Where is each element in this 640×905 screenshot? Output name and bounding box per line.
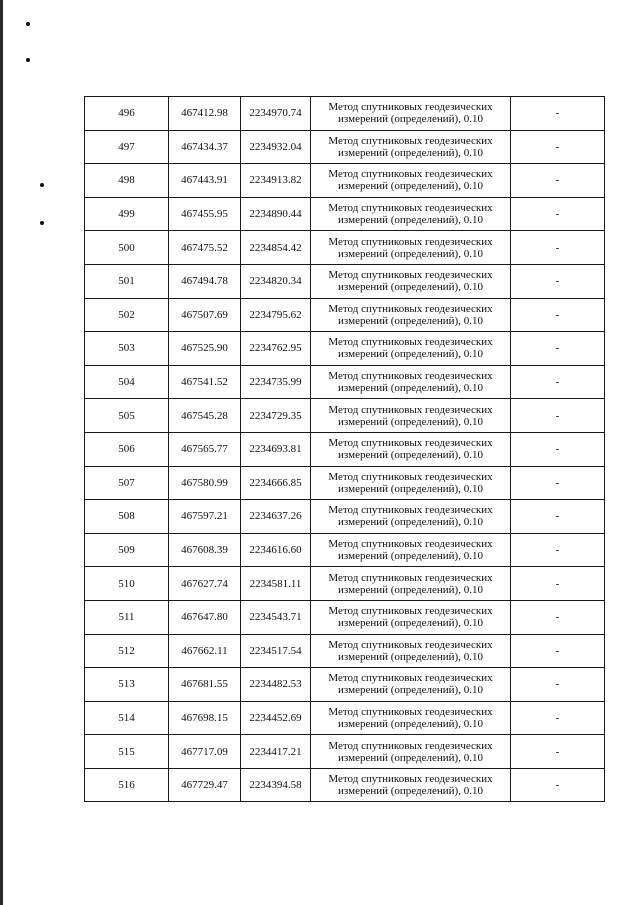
method-text-line: Метод спутниковых геодезических <box>328 134 493 147</box>
table-row <box>85 567 605 601</box>
method-cell <box>311 97 511 131</box>
method-text-line: измерений (определений), 0.10 <box>338 214 483 227</box>
point-number-cell: 501 <box>85 264 169 298</box>
scan-speck <box>40 221 44 225</box>
y-coordinate-cell: 2234693.81 <box>241 432 311 466</box>
point-number-cell: 513 <box>85 668 169 702</box>
point-number-cell: 504 <box>85 365 169 399</box>
method-cell <box>311 567 511 601</box>
method-cell <box>311 533 511 567</box>
y-coordinate-cell: 2234795.62 <box>241 298 311 332</box>
y-coordinate-cell: 2234970.74 <box>241 97 311 131</box>
x-coordinate-cell: 467608.39 <box>169 533 241 567</box>
method-cell <box>311 768 511 802</box>
method-text-line: Метод спутниковых геодезических <box>328 538 493 551</box>
y-coordinate-cell: 2234616.60 <box>241 533 311 567</box>
accuracy-cell: - <box>511 399 605 433</box>
method-text-line: Метод спутниковых геодезических <box>328 571 493 584</box>
table-row <box>85 332 605 366</box>
method-cell <box>311 130 511 164</box>
method-text-line: измерений (определений), 0.10 <box>338 617 483 630</box>
accuracy-cell: - <box>511 567 605 601</box>
coordinates-table <box>84 96 605 802</box>
method-text-line: Метод спутниковых геодезических <box>328 773 493 786</box>
accuracy-cell: - <box>511 600 605 634</box>
point-number-cell: 505 <box>85 399 169 433</box>
point-number-cell: 496 <box>85 97 169 131</box>
method-text-line: измерений (определений), 0.10 <box>338 751 483 764</box>
method-text-line: измерений (определений), 0.10 <box>338 180 483 193</box>
x-coordinate-cell: 467541.52 <box>169 365 241 399</box>
point-number-cell: 498 <box>85 164 169 198</box>
point-number-cell: 497 <box>85 130 169 164</box>
method-text-line: измерений (определений), 0.10 <box>338 382 483 395</box>
table-row <box>85 533 605 567</box>
accuracy-cell: - <box>511 332 605 366</box>
method-cell <box>311 735 511 769</box>
point-number-cell: 502 <box>85 298 169 332</box>
y-coordinate-cell: 2234452.69 <box>241 701 311 735</box>
y-coordinate-cell: 2234417.21 <box>241 735 311 769</box>
accuracy-cell: - <box>511 735 605 769</box>
y-coordinate-cell: 2234543.71 <box>241 600 311 634</box>
x-coordinate-cell: 467729.47 <box>169 768 241 802</box>
accuracy-cell: - <box>511 97 605 131</box>
table-row <box>85 466 605 500</box>
method-text-line: измерений (определений), 0.10 <box>338 415 483 428</box>
accuracy-cell: - <box>511 164 605 198</box>
method-cell <box>311 332 511 366</box>
point-number-cell: 510 <box>85 567 169 601</box>
method-text-line: Метод спутниковых геодезических <box>328 269 493 282</box>
table-row <box>85 197 605 231</box>
method-cell <box>311 197 511 231</box>
table-row <box>85 768 605 802</box>
point-number-cell: 516 <box>85 768 169 802</box>
y-coordinate-cell: 2234932.04 <box>241 130 311 164</box>
x-coordinate-cell: 467698.15 <box>169 701 241 735</box>
method-cell <box>311 231 511 265</box>
method-text-line: Метод спутниковых геодезических <box>328 336 493 349</box>
accuracy-cell: - <box>511 264 605 298</box>
method-cell <box>311 634 511 668</box>
y-coordinate-cell: 2234762.95 <box>241 332 311 366</box>
y-coordinate-cell: 2234637.26 <box>241 500 311 534</box>
point-number-cell: 511 <box>85 600 169 634</box>
method-text-line: измерений (определений), 0.10 <box>338 550 483 563</box>
method-text-line: Метод спутниковых геодезических <box>328 470 493 483</box>
method-text-line: Метод спутниковых геодезических <box>328 168 493 181</box>
y-coordinate-cell: 2234729.35 <box>241 399 311 433</box>
method-text-line: Метод спутниковых геодезических <box>328 705 493 718</box>
x-coordinate-cell: 467412.98 <box>169 97 241 131</box>
method-text-line: измерений (определений), 0.10 <box>338 281 483 294</box>
method-text-line: измерений (определений), 0.10 <box>338 717 483 730</box>
scan-left-edge <box>0 0 3 905</box>
table-row <box>85 500 605 534</box>
method-cell <box>311 399 511 433</box>
method-cell <box>311 298 511 332</box>
method-text-line: измерений (определений), 0.10 <box>338 583 483 596</box>
x-coordinate-cell: 467681.55 <box>169 668 241 702</box>
method-text-line: измерений (определений), 0.10 <box>338 113 483 126</box>
table-row <box>85 164 605 198</box>
x-coordinate-cell: 467434.37 <box>169 130 241 164</box>
method-text-line: измерений (определений), 0.10 <box>338 650 483 663</box>
y-coordinate-cell: 2234820.34 <box>241 264 311 298</box>
table-row <box>85 668 605 702</box>
accuracy-cell: - <box>511 130 605 164</box>
method-text-line: измерений (определений), 0.10 <box>338 314 483 327</box>
x-coordinate-cell: 467717.09 <box>169 735 241 769</box>
method-text-line: Метод спутниковых геодезических <box>328 235 493 248</box>
accuracy-cell: - <box>511 500 605 534</box>
method-cell <box>311 500 511 534</box>
point-number-cell: 512 <box>85 634 169 668</box>
accuracy-cell: - <box>511 197 605 231</box>
table-row <box>85 735 605 769</box>
accuracy-cell: - <box>511 298 605 332</box>
x-coordinate-cell: 467507.69 <box>169 298 241 332</box>
point-number-cell: 500 <box>85 231 169 265</box>
method-text-line: Метод спутниковых геодезических <box>328 437 493 450</box>
accuracy-cell: - <box>511 365 605 399</box>
y-coordinate-cell: 2234854.42 <box>241 231 311 265</box>
x-coordinate-cell: 467647.80 <box>169 600 241 634</box>
method-cell <box>311 466 511 500</box>
accuracy-cell: - <box>511 231 605 265</box>
point-number-cell: 509 <box>85 533 169 567</box>
table-row <box>85 634 605 668</box>
method-text-line: Метод спутниковых геодезических <box>328 739 493 752</box>
x-coordinate-cell: 467565.77 <box>169 432 241 466</box>
method-text-line: Метод спутниковых геодезических <box>328 101 493 114</box>
accuracy-cell: - <box>511 634 605 668</box>
point-number-cell: 499 <box>85 197 169 231</box>
point-number-cell: 506 <box>85 432 169 466</box>
method-text-line: Метод спутниковых геодезических <box>328 202 493 215</box>
method-cell <box>311 600 511 634</box>
method-cell <box>311 164 511 198</box>
point-number-cell: 508 <box>85 500 169 534</box>
table-row <box>85 600 605 634</box>
x-coordinate-cell: 467494.78 <box>169 264 241 298</box>
y-coordinate-cell: 2234666.85 <box>241 466 311 500</box>
y-coordinate-cell: 2234581.11 <box>241 567 311 601</box>
scan-speck <box>26 58 30 62</box>
method-text-line: Метод спутниковых геодезических <box>328 638 493 651</box>
x-coordinate-cell: 467597.21 <box>169 500 241 534</box>
x-coordinate-cell: 467545.28 <box>169 399 241 433</box>
y-coordinate-cell: 2234913.82 <box>241 164 311 198</box>
table-row <box>85 298 605 332</box>
method-text-line: Метод спутниковых геодезических <box>328 370 493 383</box>
point-number-cell: 507 <box>85 466 169 500</box>
point-number-cell: 515 <box>85 735 169 769</box>
accuracy-cell: - <box>511 533 605 567</box>
accuracy-cell: - <box>511 668 605 702</box>
point-number-cell: 514 <box>85 701 169 735</box>
method-text-line: Метод спутниковых геодезических <box>328 672 493 685</box>
table-row <box>85 432 605 466</box>
table-row <box>85 701 605 735</box>
method-cell <box>311 668 511 702</box>
table-row <box>85 365 605 399</box>
y-coordinate-cell: 2234394.58 <box>241 768 311 802</box>
method-text-line: измерений (определений), 0.10 <box>338 449 483 462</box>
method-text-line: измерений (определений), 0.10 <box>338 247 483 260</box>
method-text-line: Метод спутниковых геодезических <box>328 504 493 517</box>
x-coordinate-cell: 467662.11 <box>169 634 241 668</box>
method-text-line: измерений (определений), 0.10 <box>338 348 483 361</box>
table-row <box>85 97 605 131</box>
scan-speck <box>26 22 30 26</box>
x-coordinate-cell: 467627.74 <box>169 567 241 601</box>
table-row <box>85 130 605 164</box>
method-text-line: измерений (определений), 0.10 <box>338 146 483 159</box>
method-text-line: Метод спутниковых геодезических <box>328 302 493 315</box>
point-number-cell: 503 <box>85 332 169 366</box>
accuracy-cell: - <box>511 701 605 735</box>
y-coordinate-cell: 2234890.44 <box>241 197 311 231</box>
method-text-line: измерений (определений), 0.10 <box>338 516 483 529</box>
method-text-line: измерений (определений), 0.10 <box>338 785 483 798</box>
x-coordinate-cell: 467455.95 <box>169 197 241 231</box>
table-row <box>85 399 605 433</box>
method-text-line: Метод спутниковых геодезических <box>328 403 493 416</box>
x-coordinate-cell: 467475.52 <box>169 231 241 265</box>
coordinates-table-body <box>85 97 605 802</box>
scan-speck <box>40 183 44 187</box>
x-coordinate-cell: 467580.99 <box>169 466 241 500</box>
x-coordinate-cell: 467443.91 <box>169 164 241 198</box>
accuracy-cell: - <box>511 466 605 500</box>
method-cell <box>311 701 511 735</box>
method-text-line: Метод спутниковых геодезических <box>328 605 493 618</box>
y-coordinate-cell: 2234482.53 <box>241 668 311 702</box>
x-coordinate-cell: 467525.90 <box>169 332 241 366</box>
accuracy-cell: - <box>511 432 605 466</box>
y-coordinate-cell: 2234735.99 <box>241 365 311 399</box>
method-cell <box>311 432 511 466</box>
method-cell <box>311 365 511 399</box>
method-cell <box>311 264 511 298</box>
y-coordinate-cell: 2234517.54 <box>241 634 311 668</box>
accuracy-cell: - <box>511 768 605 802</box>
table-row <box>85 264 605 298</box>
method-text-line: измерений (определений), 0.10 <box>338 684 483 697</box>
table-row <box>85 231 605 265</box>
method-text-line: измерений (определений), 0.10 <box>338 482 483 495</box>
